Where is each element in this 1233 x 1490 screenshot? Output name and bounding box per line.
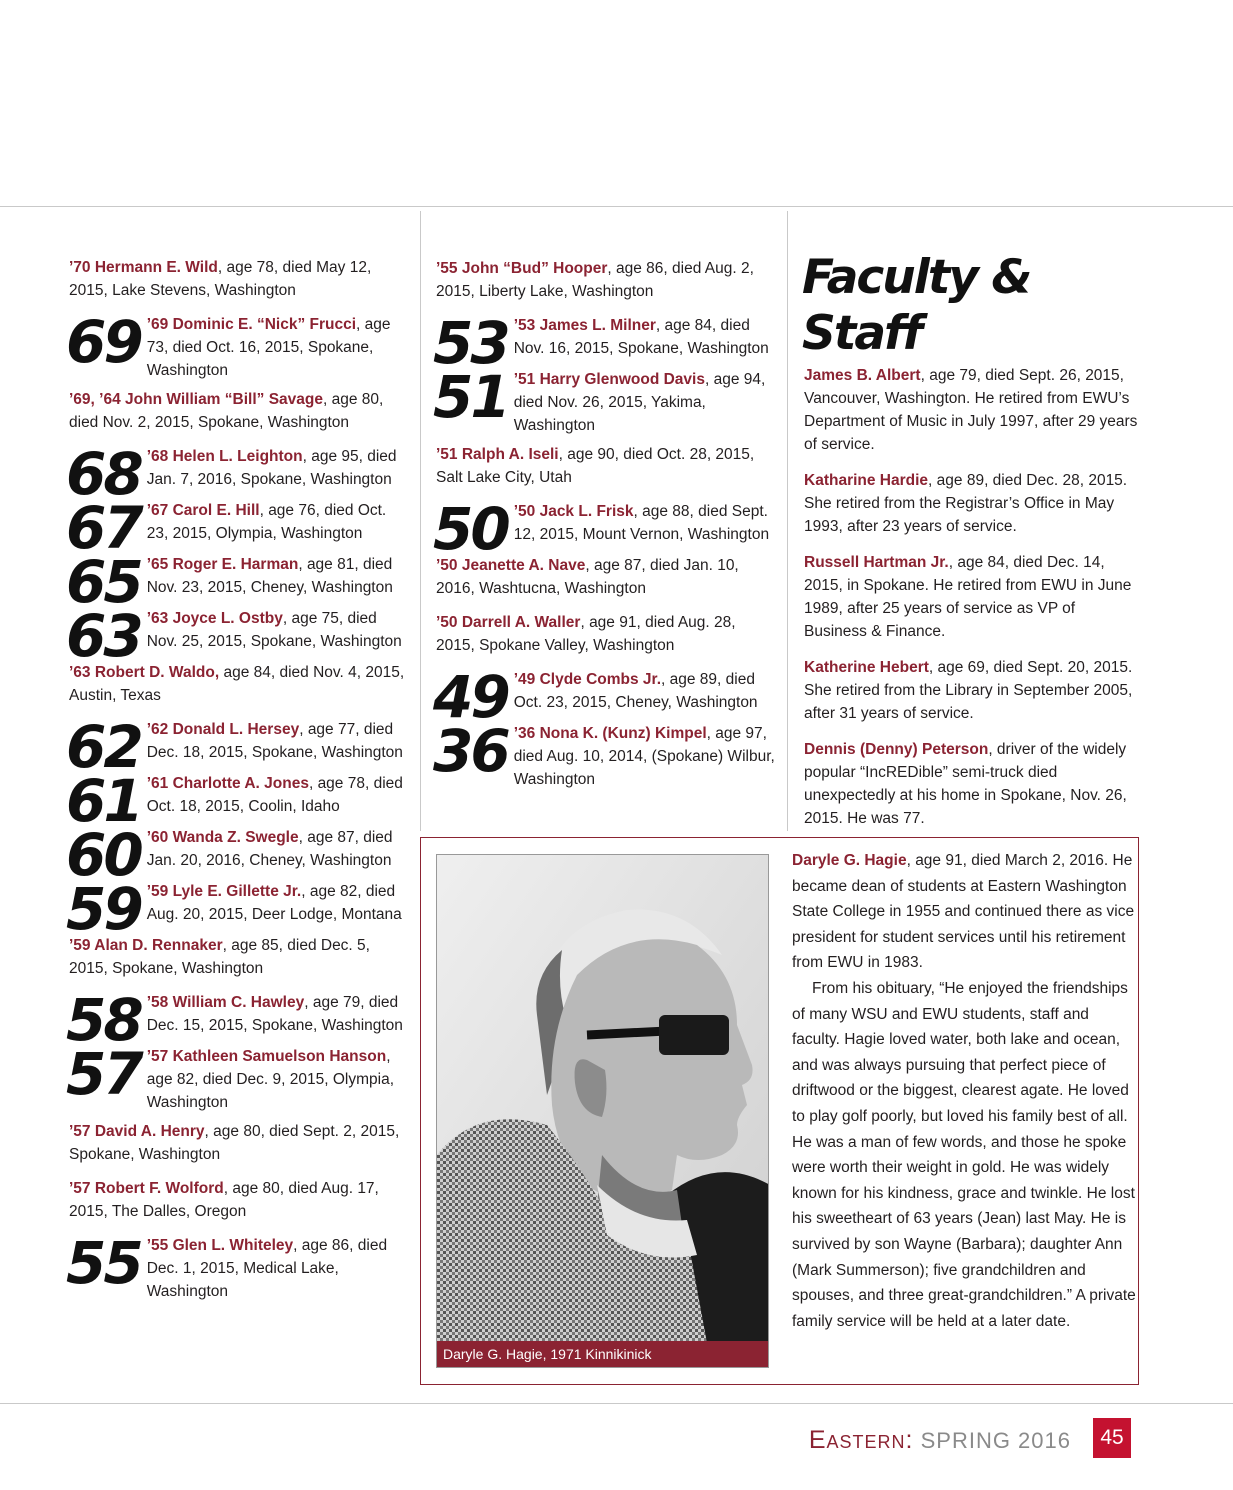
class-year-numeral: 53	[433, 309, 508, 377]
hagie-paragraph-1	[792, 848, 1137, 976]
class-year-numeral: 51	[433, 363, 508, 431]
obituary-entry	[66, 1040, 409, 1114]
faculty-name: Katharine Hardie	[804, 472, 929, 489]
obituary-details: , age 76, died Oct. 23, 2015, Olympia, Washington	[146, 502, 387, 542]
column-divider-1	[420, 211, 421, 831]
hagie-obituary-text	[792, 848, 1137, 1334]
obituary-details: , age 78, died May 12, 2015, Lake Stevens, Washington	[69, 259, 372, 299]
hagie-name: Daryle G. Hagie	[792, 852, 907, 869]
obituary-entry	[433, 309, 776, 377]
obituary-details: , age 97, died Aug. 10, 2014, (Spokane) Wilbur, Washington	[513, 725, 775, 788]
obituaries-column-2	[433, 257, 776, 797]
obituary-name: ’57 David A. Henry	[69, 1123, 205, 1140]
obituary-entry	[66, 494, 409, 562]
obituary-name: ’62 Donald L. Hersey	[146, 721, 300, 738]
faculty-details: , driver of the widely popular “IncREDible” semi-truck died unexpectedly at his home in Spokane, Nov. 26, 2015. He was 77.	[804, 741, 1127, 827]
obituary-details: , age 87, died Jan. 20, 2016, Cheney, Washington	[146, 829, 393, 869]
faculty-name: Russell Hartman Jr.	[804, 554, 949, 571]
obituary-entry	[66, 821, 409, 889]
class-year-numeral: 60	[66, 821, 141, 889]
faculty-name: Katherine Hebert	[804, 659, 929, 676]
obituary-entry	[66, 767, 409, 835]
obituary-entry	[66, 548, 409, 616]
hagie-para2-text: From his obituary, “He enjoyed the friendships of many WSU and EWU students, staff and faculty. Hagie loved water, both lake and ocean, and was always pursuing that perfect piece of driftwood or the biggest, clearest agate. He loved to play golf poorly, but loved his family best of all. He was a man of few words, and those he spoke were worth their weight in gold. He was widely known for his kindness, grace and twinkle. He lost his sweetheart of 63 years (Jean) last May. He is survived by son Wayne (Barbara); daughter Ann (Mark Summerson); five grandchildren and spouses, and three great-grandchildren.” A private family service will be held at a later date.	[792, 979, 1136, 1330]
obituary-name: ’69 Dominic E. “Nick” Frucci	[146, 316, 357, 333]
class-year-numeral: 63	[66, 602, 141, 670]
faculty-name: James B. Albert	[804, 367, 921, 384]
hagie-portrait-photo	[436, 854, 769, 1368]
class-year-numeral: 68	[66, 440, 141, 508]
obituary-details: , age 79, died Dec. 15, 2015, Spokane, Washington	[146, 994, 403, 1034]
obituary-entry	[66, 602, 409, 670]
obituary-details: , age 80, died Aug. 17, 2015, The Dalles, Oregon	[69, 1180, 379, 1220]
obituary-entry	[66, 713, 409, 781]
class-year-numeral: 65	[66, 548, 141, 616]
class-year-numeral: 57	[66, 1040, 141, 1108]
obituary-details: , age 78, died Oct. 18, 2015, Coolin, Idaho	[146, 775, 403, 815]
faculty-details: , age 69, died Sept. 20, 2015. She retired from the Library in September 2005, after 31 years of service.	[804, 659, 1133, 722]
obituary-name: ’65 Roger E. Harman	[146, 556, 299, 573]
obituary-entry	[436, 257, 776, 303]
faculty-entry	[804, 469, 1139, 538]
class-year-numeral: 58	[66, 986, 141, 1054]
obituary-details: , age 82, died Aug. 20, 2015, Deer Lodge, Montana	[146, 883, 402, 923]
obituary-entry	[66, 986, 409, 1054]
col2-list	[433, 257, 776, 791]
hagie-feature-box	[420, 837, 1139, 1385]
obituary-details: , age 88, died Sept. 12, 2015, Mount Vernon, Washington	[513, 503, 770, 543]
obituary-details: , age 82, died Dec. 9, 2015, Olympia, Washington	[146, 1048, 395, 1111]
hagie-para1-text: , age 91, died March 2, 2016. He became dean of students at Eastern Washington State College in 1955 and continued there as vice president for student services until his retirement from EWU in 1983.	[792, 852, 1135, 972]
obituary-name: ’69, ’64 John William “Bill” Savage	[69, 391, 323, 408]
obituary-name: ’51 Ralph A. Iseli	[436, 446, 559, 463]
class-year-numeral: 62	[66, 713, 141, 781]
obituary-name: ’55 Glen L. Whiteley	[146, 1237, 294, 1254]
faculty-details: , age 79, died Sept. 26, 2015, Vancouver, Washington. He retired from EWU’s Department of Music in July 1997, after 29 years of service.	[804, 367, 1138, 453]
obituary-details: , age 91, died Aug. 28, 2015, Spokane Valley, Washington	[436, 614, 736, 654]
obituary-entry	[66, 875, 409, 943]
faculty-staff-column	[804, 250, 1139, 843]
obituary-details: , age 80, died Nov. 2, 2015, Spokane, Washington	[69, 391, 384, 431]
obituary-entry	[69, 1177, 409, 1223]
obituary-details: , age 73, died Oct. 16, 2015, Spokane, Washington	[146, 316, 391, 379]
obituary-details: , age 87, died Jan. 10, 2016, Washtucna, Washington	[436, 557, 739, 597]
obituary-entry	[436, 611, 776, 657]
col1-list	[66, 256, 409, 1303]
obituary-details: , age 94, died Nov. 26, 2015, Yakima, Washington	[513, 371, 766, 434]
portrait-illustration	[437, 855, 769, 1343]
hagie-paragraph-2	[792, 976, 1137, 1334]
obituary-name: ’36 Nona K. (Kunz) Kimpel	[513, 725, 707, 742]
obituary-name: ’50 Darrell A. Waller	[436, 614, 581, 631]
obituary-details: , age 90, died Oct. 28, 2015, Salt Lake City, Utah	[436, 446, 755, 486]
obituary-details: , age 86, died Dec. 1, 2015, Medical Lake, Washington	[146, 1237, 388, 1300]
obituary-entry	[433, 663, 776, 731]
obituary-details: , age 84, died Nov. 16, 2015, Spokane, Washington	[513, 317, 769, 357]
publication-name: Eastern:	[808, 1426, 914, 1454]
obituary-entry	[66, 440, 409, 508]
obituary-entry	[69, 934, 409, 980]
obituary-name: ’67 Carol E. Hill	[146, 502, 260, 519]
faculty-entry	[804, 656, 1139, 725]
obituary-name: ’50 Jeanette A. Nave	[436, 557, 586, 574]
faculty-name: Dennis (Denny) Peterson	[804, 741, 989, 758]
faculty-entry	[804, 551, 1139, 643]
obituary-name: ’70 Hermann E. Wild	[69, 259, 218, 276]
top-rule	[0, 206, 1233, 207]
obituary-name: ’51 Harry Glenwood Davis	[513, 371, 705, 388]
obituary-entry	[69, 661, 409, 707]
obituary-entry	[436, 554, 776, 600]
class-year-numeral: 59	[66, 875, 141, 943]
obituary-name: ’59 Alan D. Rennaker	[69, 937, 223, 954]
obituary-name: ’49 Clyde Combs Jr.	[513, 671, 662, 688]
obituary-name: ’58 William C. Hawley	[146, 994, 305, 1011]
obituary-details: age 84, died Nov. 4, 2015, Austin, Texas	[69, 664, 405, 704]
faculty-entry	[804, 738, 1139, 830]
obituary-name: ’68 Helen L. Leighton	[146, 448, 303, 465]
class-year-numeral: 61	[66, 767, 141, 835]
faculty-staff-title: Faculty & Staff	[802, 250, 1031, 361]
page-number: 45	[1093, 1418, 1131, 1458]
obituary-details: , age 95, died Jan. 7, 2016, Spokane, Washington	[146, 448, 397, 488]
obituary-entry	[66, 308, 409, 382]
obituary-name: ’57 Kathleen Samuelson Hanson	[146, 1048, 387, 1065]
magazine-footer	[809, 1426, 1071, 1455]
obituary-name: ’61 Charlotte A. Jones	[146, 775, 309, 792]
faculty-details: , age 84, died Dec. 14, 2015, in Spokane. He retired from EWU in June 1989, after 25 years of service as VP of Business & Finance.	[804, 554, 1132, 640]
column-divider-2	[787, 211, 788, 831]
obituary-details: , age 77, died Dec. 18, 2015, Spokane, Washington	[146, 721, 403, 761]
faculty-entry	[804, 364, 1139, 456]
obituary-details: , age 75, died Nov. 25, 2015, Spokane, Washington	[146, 610, 402, 650]
obituary-entry	[433, 717, 776, 791]
obituary-entry	[433, 363, 776, 437]
photo-caption: Daryle G. Hagie, 1971 Kinnikinick	[437, 1341, 768, 1367]
obituary-name: ’60 Wanda Z. Swegle	[146, 829, 299, 846]
class-year-numeral: 55	[66, 1229, 141, 1297]
obituary-name: ’63 Robert D. Waldo,	[69, 664, 220, 681]
issue-label: SPRING 2016	[920, 1428, 1071, 1453]
obituaries-column-1	[66, 256, 409, 1309]
obituary-name: ’50 Jack L. Frisk	[513, 503, 634, 520]
obituary-name: ’63 Joyce L. Ostby	[146, 610, 283, 627]
obituary-entry	[69, 1120, 409, 1166]
obituary-name: ’53 James L. Milner	[513, 317, 656, 334]
obituary-details: , age 81, died Nov. 23, 2015, Cheney, Washington	[146, 556, 393, 596]
faculty-list	[804, 364, 1139, 830]
class-year-numeral: 49	[433, 663, 508, 731]
obituary-entry	[66, 1229, 409, 1303]
obituary-name: ’59 Lyle E. Gillette Jr.	[146, 883, 302, 900]
faculty-details: , age 89, died Dec. 28, 2015. She retired from the Registrar’s Office in May 1993, after 23 years of service.	[804, 472, 1128, 535]
class-year-numeral: 67	[66, 494, 141, 562]
obituary-details: , age 85, died Dec. 5, 2015, Spokane, Washington	[69, 937, 370, 977]
obituary-entry	[69, 388, 409, 434]
obituary-entry	[69, 256, 409, 302]
class-year-numeral: 36	[433, 717, 508, 785]
obituary-details: , age 89, died Oct. 23, 2015, Cheney, Washington	[513, 671, 758, 711]
obituary-name: ’55 John “Bud” Hooper	[436, 260, 608, 277]
bottom-rule	[0, 1403, 1233, 1404]
obituary-entry	[436, 443, 776, 489]
class-year-numeral: 69	[66, 308, 141, 376]
obituary-details: , age 86, died Aug. 2, 2015, Liberty Lake, Washington	[436, 260, 754, 300]
obituary-entry	[433, 495, 776, 563]
obituary-name: ’57 Robert F. Wolford	[69, 1180, 224, 1197]
class-year-numeral: 50	[433, 495, 508, 563]
obituary-details: , age 80, died Sept. 2, 2015, Spokane, Washington	[69, 1123, 400, 1163]
